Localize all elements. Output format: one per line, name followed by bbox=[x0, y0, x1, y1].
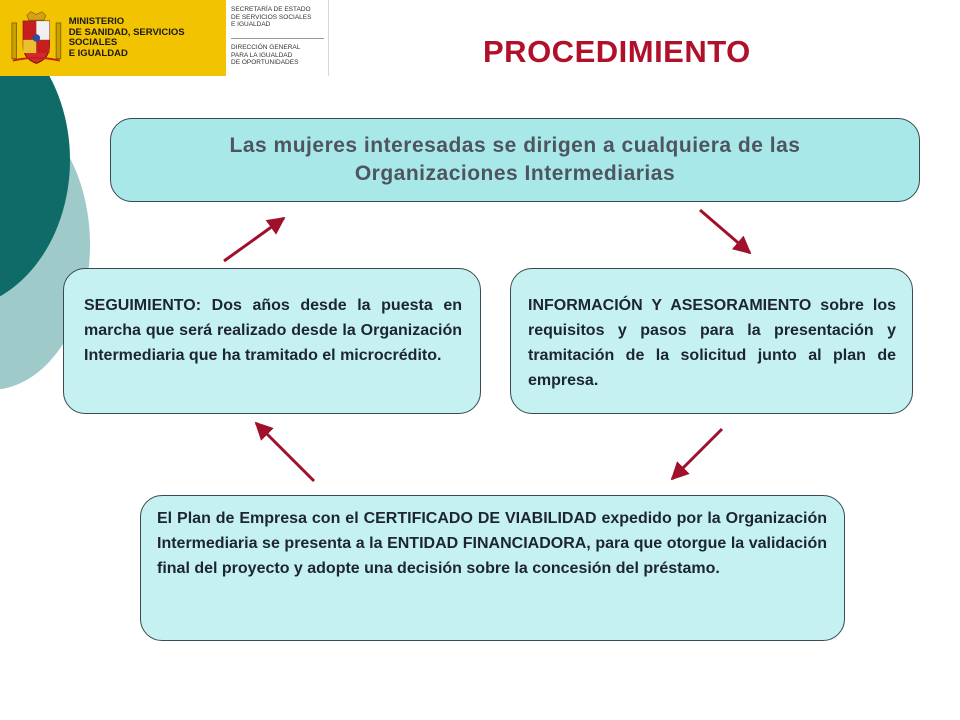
step-top-line2: Organizaciones Intermediarias bbox=[354, 162, 676, 185]
arrow-right-to-bottom bbox=[672, 429, 722, 479]
step-left-label: SEGUIMIENTO: bbox=[84, 297, 202, 314]
arrow-top-to-right bbox=[700, 210, 750, 253]
ministry-name: MINISTERIO DE SANIDAD, SERVICIOS SOCIALES E IGUALDAD bbox=[68, 16, 185, 59]
arrow-bottom-to-left bbox=[256, 423, 314, 481]
step-bottom-text: El Plan de Empresa con el CERTIFICADO DE VIABILIDAD expedido por la Organización Intermediaria se presenta a la ENTIDAD FINANCIADORA, para que otorgue la validación final del proyecto y adopte una decisión sobre la concesión del préstamo. bbox=[157, 510, 827, 577]
step-right-body: sobre los requisitos y pasos para la presentación y tramitación de la solicitud junto al plan de empresa. bbox=[528, 297, 896, 389]
direccion-label: DIRECCIÓN GENERAL PARA LA IGUALDAD DE OPORTUNIDADES bbox=[231, 44, 301, 66]
step-right-label: INFORMACIÓN Y ASESORAMIENTO bbox=[528, 297, 812, 314]
page-title: PROCEDIMIENTO bbox=[483, 34, 751, 69]
step-left-body: Dos años desde la puesta en marcha que será realizado desde la Organización Intermediaria que ha tramitado el microcrédito. bbox=[84, 297, 462, 364]
secretaria-label: SECRETARÍA DE ESTADO DE SERVICIOS SOCIALES E IGUALDAD bbox=[231, 6, 312, 28]
step-top-line1: Las mujeres interesadas se dirigen a cualquiera de las bbox=[229, 134, 801, 157]
arrow-left-to-top bbox=[224, 218, 284, 261]
